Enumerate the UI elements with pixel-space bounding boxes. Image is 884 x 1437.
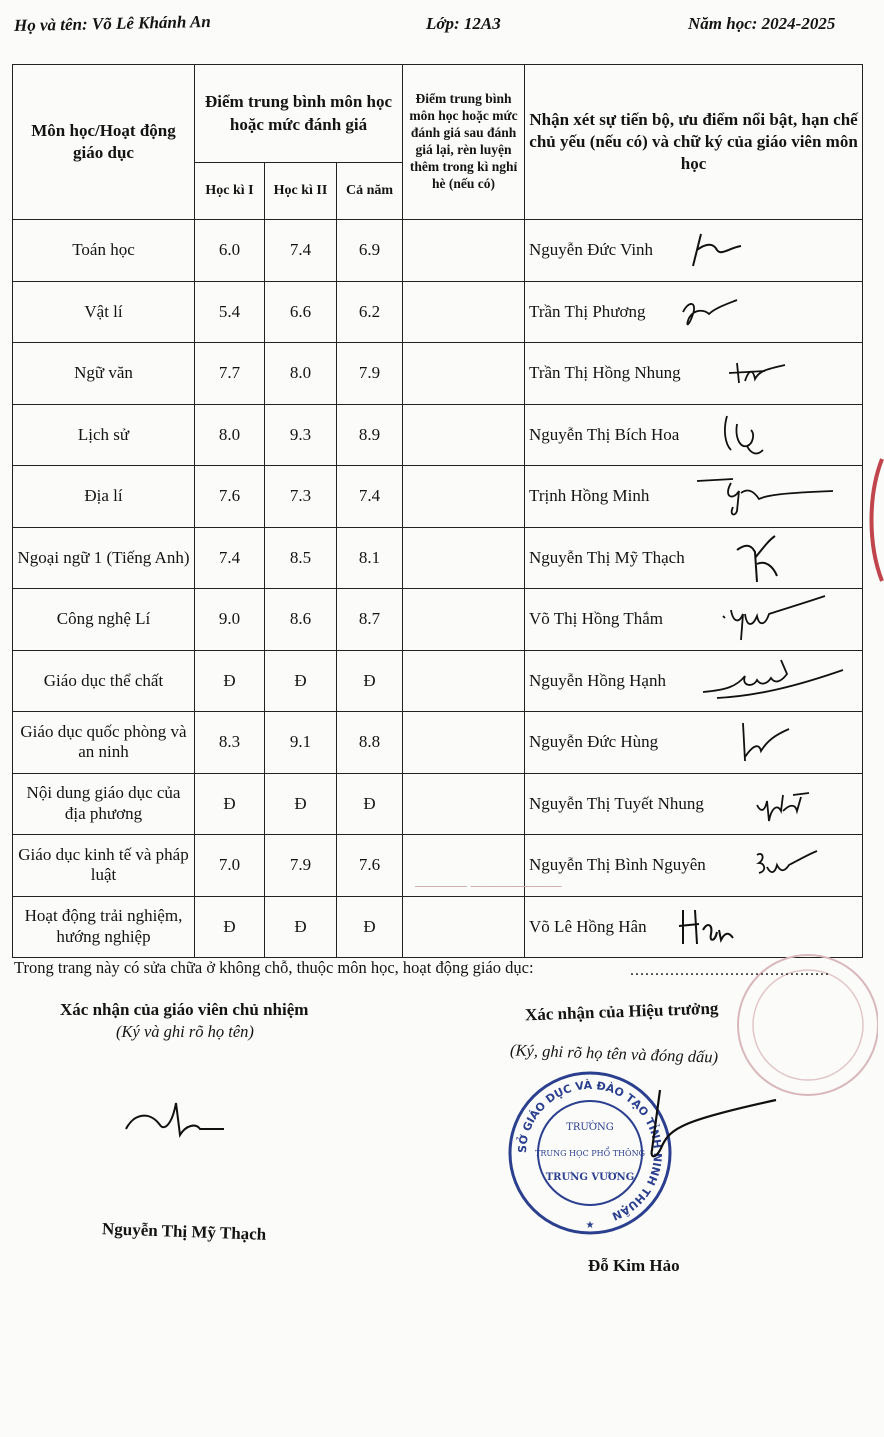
stamp-line-2: TRUNG HỌC PHỔ THÔNG xyxy=(535,1149,645,1158)
edge-stamp-icon xyxy=(864,455,884,585)
year-cell: Đ xyxy=(337,650,403,712)
hk2-cell: Đ xyxy=(265,896,337,958)
subject-cell: Nội dung giáo dục của địa phương xyxy=(13,773,195,835)
teacher-signature-icon xyxy=(733,530,783,586)
teacher-name: Võ Thị Hồng Thắm xyxy=(529,609,663,629)
subject-cell: Giáo dục quốc phòng và an ninh xyxy=(13,712,195,774)
stamp-line-1: TRƯỜNG xyxy=(566,1122,614,1133)
class-label: Lớp: 12A3 xyxy=(426,14,501,33)
retest-cell xyxy=(403,281,525,343)
subject-cell: Giáo dục thể chất xyxy=(13,650,195,712)
retest-cell xyxy=(403,589,525,651)
stamp-star-icon: ★ xyxy=(585,1220,595,1231)
teacher-signature-icon xyxy=(693,471,843,521)
stamp-ring-text: SỞ GIÁO DỤC VÀ ĐÀO TẠO TỈNH NINH THUẬN xyxy=(515,1078,665,1223)
teacher-cell xyxy=(525,281,863,343)
hk1-cell: Đ xyxy=(195,773,265,835)
teacher-name: Nguyễn Đức Hùng xyxy=(529,732,659,752)
hk2-cell: Đ xyxy=(265,773,337,835)
teacher-cell xyxy=(525,343,863,405)
hk2-cell: 8.0 xyxy=(265,343,337,405)
retest-cell xyxy=(403,527,525,589)
subject-cell: Lịch sử xyxy=(13,404,195,466)
header-hk2: Học kì II xyxy=(265,163,337,220)
subject-cell: Ngữ văn xyxy=(13,343,195,405)
hk2-cell: 6.6 xyxy=(265,281,337,343)
hk1-cell: Đ xyxy=(195,650,265,712)
teacher-name: Võ Lê Hồng Hân xyxy=(529,916,647,936)
hk1-cell: Đ xyxy=(195,896,265,958)
year-cell: 8.7 xyxy=(337,589,403,651)
subject-cell: Địa lí xyxy=(13,466,195,528)
teacher-name: Nguyễn Thị Bình Nguyên xyxy=(529,855,706,875)
teacher-signature-icon xyxy=(675,292,745,332)
table-row xyxy=(13,773,863,835)
subject-cell: Vật lí xyxy=(13,281,195,343)
table-row xyxy=(13,220,863,282)
teacher-cell xyxy=(525,835,863,897)
teacher-name: Nguyễn Thị Tuyết Nhung xyxy=(529,793,704,813)
year-cell: Đ xyxy=(337,773,403,835)
teacher-name: Trịnh Hồng Minh xyxy=(529,486,650,506)
principal-signature-icon xyxy=(600,1080,780,1190)
year-cell: 7.6 xyxy=(337,835,403,897)
subject-cell: Công nghệ Lí xyxy=(13,589,195,651)
hk1-cell: 8.3 xyxy=(195,712,265,774)
hk1-cell: 9.0 xyxy=(195,589,265,651)
teacher-signature-icon xyxy=(683,228,753,272)
year-cell: Đ xyxy=(337,896,403,958)
header-year: Cả năm xyxy=(337,163,403,220)
table-row xyxy=(13,281,863,343)
principal-confirm-title: Xác nhận của Hiệu trưởng xyxy=(524,998,719,1025)
teacher-cell xyxy=(525,773,863,835)
homeroom-confirm-title: Xác nhận của giáo viên chủ nhiệm xyxy=(60,1000,309,1019)
hk1-cell: 7.6 xyxy=(195,466,265,528)
hk1-cell: 6.0 xyxy=(195,220,265,282)
teacher-name: Trần Thị Phương xyxy=(529,301,646,321)
hk2-cell: Đ xyxy=(265,650,337,712)
table-row xyxy=(13,650,863,712)
teacher-name: Nguyễn Hồng Hạnh xyxy=(529,670,666,690)
teacher-signature-icon xyxy=(751,845,821,885)
hk2-cell: 9.3 xyxy=(265,404,337,466)
student-name: Họ và tên: Võ Lê Khánh An xyxy=(13,11,211,36)
header-subject: Môn học/Hoạt động giáo dục xyxy=(13,65,195,220)
subject-cell: Ngoại ngữ 1 (Tiếng Anh) xyxy=(13,527,195,589)
grades-table xyxy=(12,64,863,958)
year-cell: 7.4 xyxy=(337,466,403,528)
table-row xyxy=(13,466,863,528)
principal-name: Đỗ Kim Hảo xyxy=(588,1256,680,1275)
hk2-cell: 7.3 xyxy=(265,466,337,528)
principal-sign-hint: (Ký, ghi rõ họ tên và đóng dấu) xyxy=(509,1040,719,1067)
retest-cell xyxy=(403,650,525,712)
header-comment: Nhận xét sự tiến bộ, ưu điểm nổi bật, hạn chế chủ yếu (nếu có) và chữ ký của giáo viên môn học xyxy=(525,65,863,220)
year-cell: 6.9 xyxy=(337,220,403,282)
subject-cell: Giáo dục kinh tế và pháp luật xyxy=(13,835,195,897)
header-retest: Điểm trung bình môn học hoặc mức đánh giá sau đánh giá lại, rèn luyện thêm trong kì nghỉ hè (nếu có) xyxy=(403,65,525,220)
year-cell: 8.9 xyxy=(337,404,403,466)
hk1-cell: 5.4 xyxy=(195,281,265,343)
year-cell: 8.1 xyxy=(337,527,403,589)
teacher-signature-icon xyxy=(717,410,767,460)
teacher-name: Trần Thị Hồng Nhung xyxy=(529,363,681,383)
hk1-cell: 7.0 xyxy=(195,835,265,897)
header-hk1: Học kì I xyxy=(195,163,265,220)
homeroom-sign-hint: (Ký và ghi rõ họ tên) xyxy=(116,1022,254,1041)
table-row xyxy=(13,712,863,774)
teacher-signature-icon xyxy=(753,781,813,827)
correction-dots: ........................................ xyxy=(630,962,830,979)
hk1-cell: 7.7 xyxy=(195,343,265,405)
hk1-cell: 7.4 xyxy=(195,527,265,589)
table-row xyxy=(13,343,863,405)
year-cell: 7.9 xyxy=(337,343,403,405)
teacher-signature-icon xyxy=(725,355,795,391)
teacher-name: Nguyễn Thị Bích Hoa xyxy=(529,424,680,444)
year-cell: 6.2 xyxy=(337,281,403,343)
teacher-signature-icon xyxy=(735,717,795,767)
hk1-cell: 8.0 xyxy=(195,404,265,466)
retest-cell xyxy=(403,466,525,528)
subject-cell: Hoạt động trải nghiệm, hướng nghiệp xyxy=(13,896,195,958)
correction-note: Trong trang này có sửa chữa ở không chỗ, thuộc môn học, hoạt động giáo dục: xyxy=(14,958,534,977)
homeroom-name: Nguyễn Thị Mỹ Thạch xyxy=(101,1219,267,1244)
retest-cell xyxy=(403,773,525,835)
year-cell: 8.8 xyxy=(337,712,403,774)
teacher-cell xyxy=(525,404,863,466)
retest-cell xyxy=(403,404,525,466)
table-row xyxy=(13,404,863,466)
retest-cell xyxy=(403,896,525,958)
retest-cell xyxy=(403,343,525,405)
teacher-cell xyxy=(525,466,863,528)
teacher-cell xyxy=(525,712,863,774)
teacher-name: Nguyễn Đức Vinh xyxy=(529,240,654,260)
hk2-cell: 8.6 xyxy=(265,589,337,651)
teacher-cell xyxy=(525,650,863,712)
hk2-cell: 9.1 xyxy=(265,712,337,774)
header-average: Điểm trung bình môn học hoặc mức đánh giá xyxy=(195,65,403,163)
teacher-signature-icon xyxy=(675,904,735,950)
subject-cell: Toán học xyxy=(13,220,195,282)
table-row xyxy=(13,527,863,589)
homeroom-signature-icon xyxy=(120,1095,230,1155)
teacher-signature-icon xyxy=(697,656,847,706)
teacher-signature-icon xyxy=(721,592,831,646)
teacher-cell xyxy=(525,589,863,651)
teacher-cell xyxy=(525,220,863,282)
faded-stamp-mark: ———— ——————— xyxy=(415,878,562,893)
retest-cell xyxy=(403,220,525,282)
hk2-cell: 7.9 xyxy=(265,835,337,897)
school-year: Năm học: 2024-2025 xyxy=(688,14,836,33)
stamp-line-3: TRƯNG VƯƠNG xyxy=(545,1172,635,1183)
table-row xyxy=(13,589,863,651)
retest-cell xyxy=(403,712,525,774)
hk2-cell: 7.4 xyxy=(265,220,337,282)
hk2-cell: 8.5 xyxy=(265,527,337,589)
teacher-cell xyxy=(525,527,863,589)
teacher-name: Nguyễn Thị Mỹ Thạch xyxy=(529,547,685,567)
